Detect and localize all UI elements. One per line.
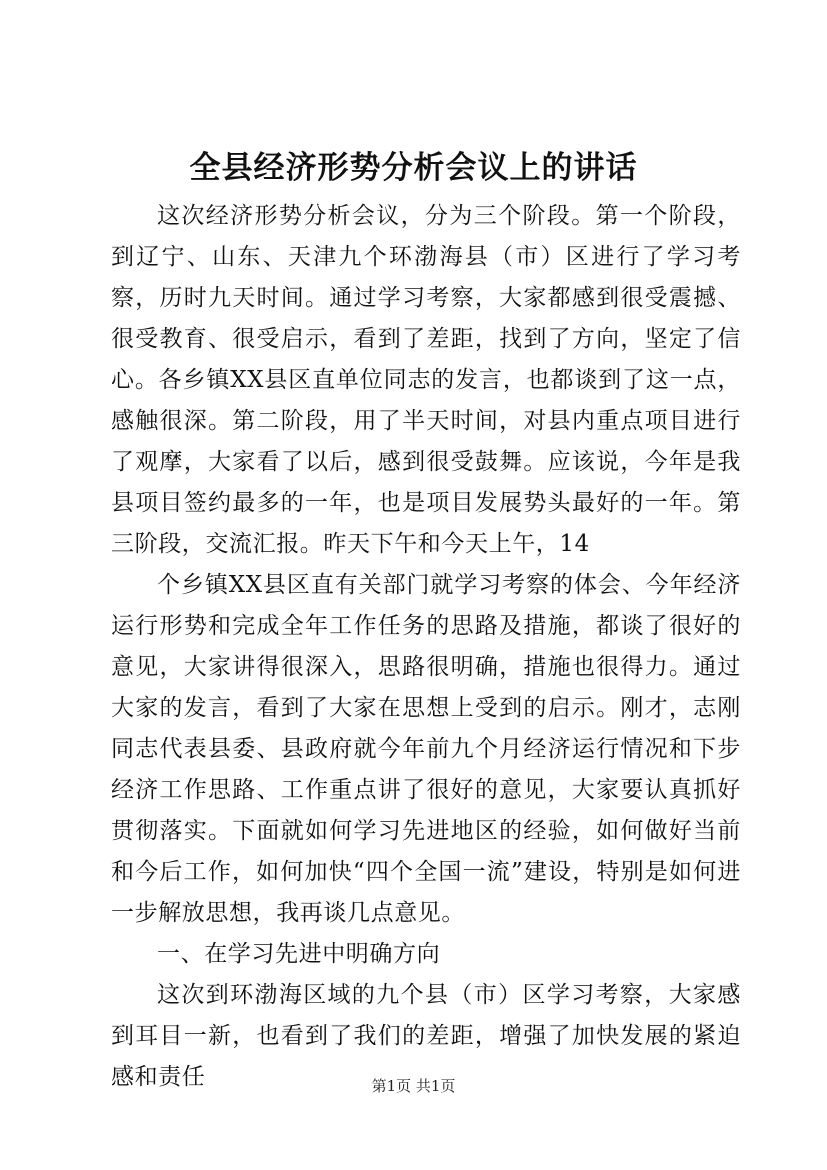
document-title: 全县经济形势分析会议上的讲话	[189, 150, 638, 186]
document-body	[111, 196, 741, 1098]
page-footer: 第1页 共1页	[371, 1077, 456, 1095]
section-heading-1: 一、在学习先进中明确方向	[157, 941, 441, 967]
paragraph-section-1: 这次到环渤海区域的九个县（市）区学习考察，大家感到耳目一新，也看到了我们的差距，增强了加快发展的紧迫感和责任	[111, 982, 741, 1090]
paragraph-continuation: 个乡镇XX县区直有关部门就学习考察的体会、今年经济运行形势和完成全年工作任务的思路及措施，都谈了很好的意见，大家讲得很深入，思路很明确，措施也很得力。通过大家的发言，看到了大家在思想上受到的启示。刚才，志刚同志代表县委、县政府就今年前九个月经济运行情况和下步经济工作思路、工作重点讲了很好的意见，大家要认真抓好贯彻落实。下面就如何学习先进地区的经验，如何做好当前和今后工作，如何加快“四个全国一流”建设，特别是如何进一步解放思想，我再谈几点意见。	[111, 572, 741, 926]
paragraph-intro: 这次经济形势分析会议，分为三个阶段。第一个阶段，到辽宁、山东、天津九个环渤海县（市）区进行了学习考察，历时九天时间。通过学习考察，大家都感到很受震撼、很受教育、很受启示，看到了差距，找到了方向，坚定了信心。各乡镇XX县区直单位同志的发言，也都谈到了这一点，感触很深。第二阶段，用了半天时间，对县内重点项目进行了观摩，大家看了以后，感到很受鼓舞。应该说，今年是我县项目签约最多的一年，也是项目发展势头最好的一年。第三阶段，交流汇报。昨天下午和今天上午，14	[111, 203, 741, 557]
